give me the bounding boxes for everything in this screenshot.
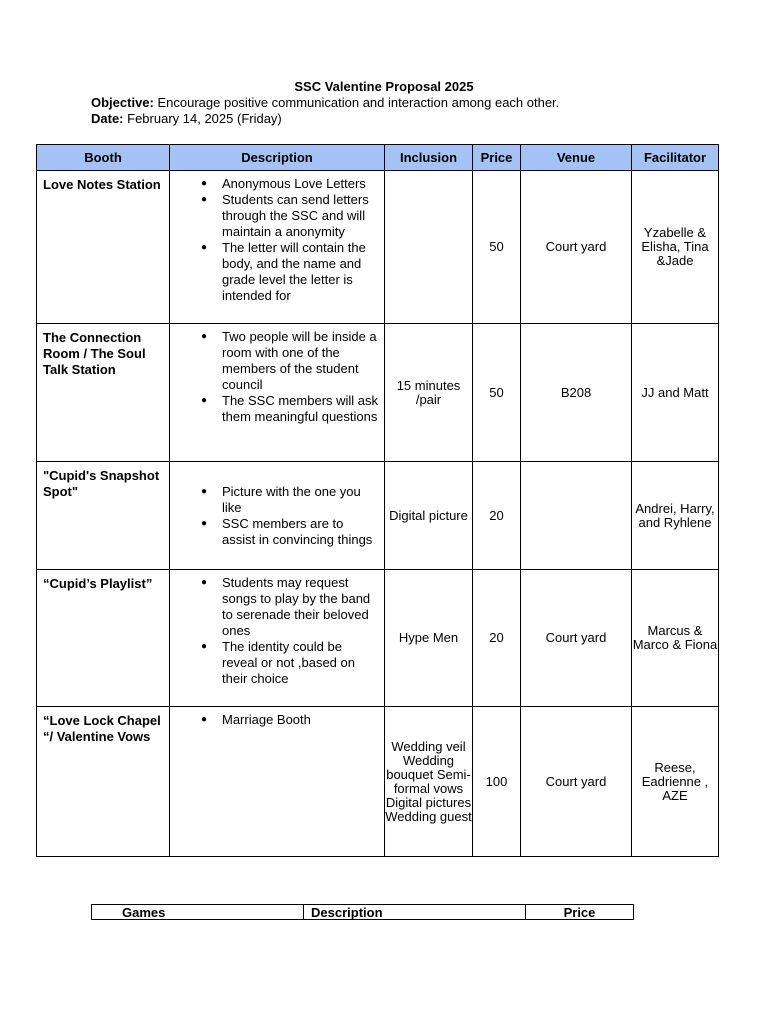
booth-facilitator: Andrei, Harry, and Ryhlene <box>632 462 719 570</box>
date-line <box>91 111 282 126</box>
document-title: SSC Valentine Proposal 2025 <box>294 79 474 94</box>
booth-description <box>170 324 385 462</box>
header-inclusion: Inclusion <box>385 145 473 171</box>
booth-venue: Court yard <box>521 570 632 707</box>
booth-facilitator: Marcus & Marco & Fiona <box>632 570 719 707</box>
booth-inclusion: Hype Men <box>385 570 473 707</box>
booth-price: 100 <box>473 707 521 857</box>
booth-inclusion: 15 minutes /pair <box>385 324 473 462</box>
booth-facilitator: Reese, Eadrienne , AZE <box>632 707 719 857</box>
booth-price: 50 <box>473 324 521 462</box>
booth-venue: Court yard <box>521 707 632 857</box>
booth-description <box>170 570 385 707</box>
table-row <box>37 462 719 570</box>
table-row <box>37 707 719 857</box>
booth-inclusion: Wedding veil Wedding bouquet Semi-formal vows Digital pictures Wedding guest <box>385 707 473 857</box>
table-row <box>37 171 719 324</box>
description-item: ● Students may request songs to play by the band to serenade their beloved ones <box>222 575 380 639</box>
header-games-price: Price <box>526 905 634 920</box>
booth-name: “Love Lock Chapel “/ Valentine Vows <box>37 707 170 857</box>
booth-inclusion: Digital picture <box>385 462 473 570</box>
booth-description <box>170 462 385 570</box>
games-table <box>91 904 634 920</box>
table-row <box>37 324 719 462</box>
header-description: Description <box>170 145 385 171</box>
description-item: ● The identity could be reveal or not ,based on their choice <box>222 639 380 687</box>
objective-text: Encourage positive communication and interaction among each other. <box>157 95 560 110</box>
date-label: Date: <box>91 111 124 126</box>
description-item: ● Anonymous Love Letters <box>222 176 380 192</box>
header-price: Price <box>473 145 521 171</box>
description-item: ● Students can send letters through the SSC and will maintain a anonymity <box>222 192 380 240</box>
booth-facilitator: JJ and Matt <box>632 324 719 462</box>
booth-table-header <box>37 145 719 171</box>
booth-table <box>36 144 719 857</box>
header-facilitator: Facilitator <box>632 145 719 171</box>
header-games-description: Description <box>304 905 526 920</box>
booth-name: The Connection Room / The Soul Talk Station <box>37 324 170 462</box>
booth-name: Love Notes Station <box>37 171 170 324</box>
booth-price: 20 <box>473 462 521 570</box>
description-item: ● The letter will contain the body, and the name and grade level the letter is intended for <box>222 240 380 304</box>
table-row <box>37 570 719 707</box>
description-item: ● The SSC members will ask them meaningful questions <box>222 393 380 425</box>
games-table-header <box>92 905 634 920</box>
booth-facilitator: Yzabelle & Elisha, Tina &Jade <box>632 171 719 324</box>
booth-description <box>170 707 385 857</box>
booth-inclusion <box>385 171 473 324</box>
header-venue: Venue <box>521 145 632 171</box>
booth-venue: Court yard <box>521 171 632 324</box>
description-item: ● Picture with the one you like <box>222 484 380 516</box>
description-item: ● SSC members are to assist in convincing things <box>222 516 380 548</box>
date-text: February 14, 2025 (Friday) <box>127 111 282 126</box>
booth-description <box>170 171 385 324</box>
booth-venue <box>521 462 632 570</box>
objective-line <box>91 95 559 110</box>
booth-name: “Cupid’s Playlist” <box>37 570 170 707</box>
objective-label: Objective: <box>91 95 154 110</box>
booth-price: 50 <box>473 171 521 324</box>
header-booth: Booth <box>37 145 170 171</box>
header-games: Games <box>92 905 304 920</box>
description-item: ● Two people will be inside a room with one of the members of the student council <box>222 329 380 393</box>
description-item: ● Marriage Booth <box>222 712 380 728</box>
booth-name: "Cupid's Snapshot Spot" <box>37 462 170 570</box>
booth-venue: B208 <box>521 324 632 462</box>
booth-price: 20 <box>473 570 521 707</box>
